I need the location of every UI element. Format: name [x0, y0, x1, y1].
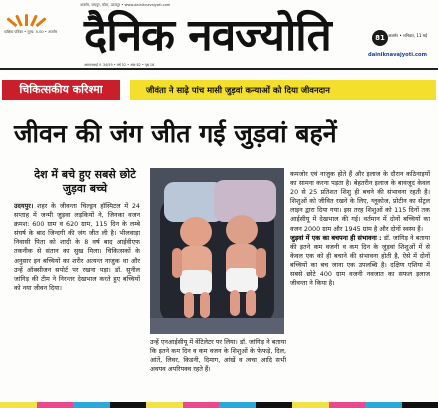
article-column-2	[150, 338, 286, 400]
column-1-text: शहर के जीवन्ता चिल्ड्रन हॉस्पिटल में 24 सप्ताह में जन्मी जुड़वा लड़कियों ने, जिनका वजन क्रमश: 600 ग्राम व 620 ग्राम, 115 दिन के लम्बे संघर्ष के बाद जिन्दगी की जंग जीत ली है। भीलवाड़ा निवासी पिता को शादी के 8 वर्ष बाद आईवीएफ तकनीक से संतान का सुख मिला। चिकित्सकों के अनुसार इन बच्चियों का शरीर अत्यन्त नाजुक था और उन्हें ऑक्सीजन सपोर्ट पर रखना पड़ा। डॉ. सुनील जांगिड़ की टीम ने निरन्तर देखभाल करते हुए बच्चियों को नया जीवन दिया।	[14, 202, 140, 292]
column-3-text-2: डॉ. जांगिड़ ने बताया की इतने कम वजनी व कम दिन के जुड़वां शिशुओं में से केवल एक को ही बचाने की संभावना होती है, ऐसे में दोनों बच्चियों का बच जाना एक उपलब्धि है। दक्षिण एशिया में सबसे छोटे 400 ग्राम वजनी नवजात का सफल इलाज जीवन्ता ने किया है।	[290, 233, 430, 288]
top-strip: अजमेर, जयपुर, कोटा, उदयपुर • www.dainiknavajyoti.com	[80, 3, 171, 7]
color-registration-bar	[0, 402, 438, 408]
kicker: जीवंता ने साढ़े पांच मासी जुड़वां कन्याओं को दिया जीवनदान	[130, 80, 436, 100]
article-column-3	[290, 170, 430, 400]
crosshead: जुड़वां में एक का बचपना ही संभावना :	[290, 233, 382, 242]
babies-illustration-icon	[150, 168, 284, 334]
column-2-text: उन्हें एनआईसीयू में वेंटिलेटर पर लिया। डॉ. जांगिड़ ने बताया कि इतने कम दिन व कम वजन के शिशुओं के फेफड़े, दिल, आंतें, लिवर, किडनी, दिमाग, आंखें व त्वचा आदि सभी अवयव अपरिपक्व रहते हैं।	[150, 338, 286, 374]
section-bar	[2, 80, 436, 100]
column-3-text: कमजोर एवं नाजुक होते हैं और इलाज के दौरान कठिनाइयों का सामना करना पड़ता है। बेहतरीन इलाज के बावजूद केवल 20 से 25 प्रतिशत शिशु ही बचने की संभावना रहती है। शिशुओं को जीवित रखने के लिए, ग्लूकोज, प्रोटीन का सेंट्रल लाइन द्वारा दिया गया। इस तरह शिशुओं को 115 दिनों तक आईसीयू में देखभाल की गई। वर्तमान में दोनों बच्चियों का वजन 2000 ग्राम और 1945 ग्राम है और दोनों स्वस्थ हैं।	[290, 170, 430, 233]
website-url: dainiknavajyoti.com	[368, 52, 427, 58]
date-info: अजमेर • शनिवार, 11 मई	[388, 33, 428, 38]
edition-row: आरएनआई नं. 34/59 • वर्ष 52 • अंक 82 • पृष्ठ 16	[84, 63, 155, 67]
sunrise-logo-icon	[4, 2, 48, 26]
headline: जीवन की जंग जीत गई जुड़वां बहनें	[14, 119, 337, 148]
price-badge: 81	[372, 30, 388, 46]
left-info: पाक्षिक पत्रिका • मूल्य: 5.00 • अजमेर	[4, 30, 58, 34]
dateline: उदयपुर।	[14, 202, 34, 210]
newspaper-title: दैनिक नवज्योति	[84, 10, 331, 61]
masthead	[0, 0, 438, 70]
article-column-1	[14, 202, 140, 400]
twin-babies-photo	[150, 168, 284, 334]
subhead: देश में बचे हुए सबसे छोटे जुड़वा बच्चे	[34, 168, 136, 195]
section-tag: चिकित्सकीय करिश्मा	[2, 80, 120, 100]
